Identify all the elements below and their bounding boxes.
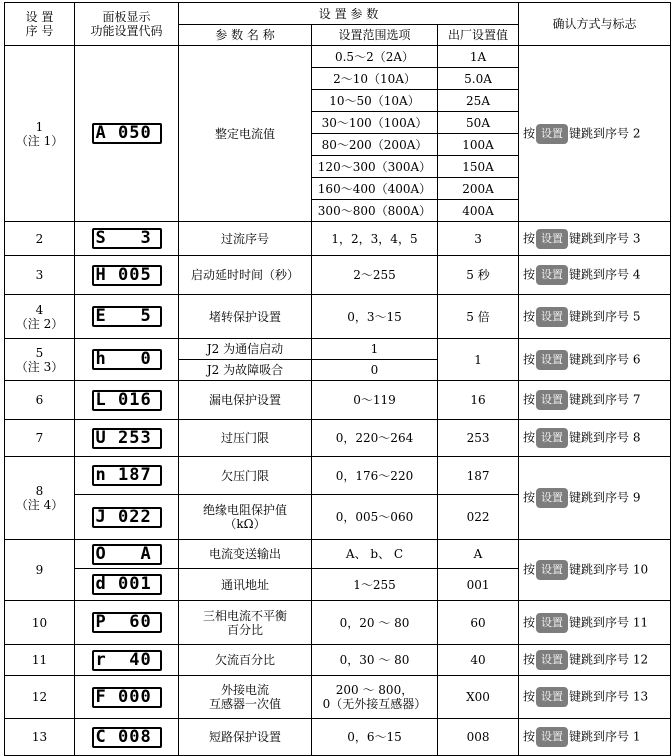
lcd-display: L 016	[92, 390, 162, 411]
range-option: 1	[312, 339, 438, 360]
seq-cell: 2	[5, 222, 75, 256]
default-value: A	[438, 540, 519, 569]
confirm-cell: 按 设置 键跳到序号 8	[519, 420, 671, 457]
lcd-cell	[75, 339, 179, 381]
header-seq: 设 置 序 号	[5, 3, 75, 46]
table-row	[5, 645, 671, 676]
range-option: 0～119	[312, 381, 438, 420]
setting-button[interactable]: 设置	[536, 613, 568, 633]
table-row	[5, 457, 671, 495]
param-name: 欠压门限	[179, 457, 312, 495]
setting-button[interactable]: 设置	[536, 124, 568, 144]
default-value: 022	[438, 495, 519, 540]
lcd-cell	[75, 420, 179, 457]
seq-cell: 5 （注 3）	[5, 339, 75, 381]
lcd-cell	[75, 457, 179, 495]
confirm-cell: 按 设置 键跳到序号 9	[519, 457, 671, 540]
table-row	[5, 339, 671, 360]
lcd-cell	[75, 46, 179, 222]
param-name: 整定电流值	[179, 46, 312, 222]
range-option: 200 ～ 800， 0（无外接互感器）	[312, 676, 438, 719]
param-name: 绝缘电阻保护值 （kΩ）	[179, 495, 312, 540]
param-name: J2 为故障吸合	[179, 360, 312, 381]
param-name: 三相电流不平衡 百分比	[179, 601, 312, 645]
seq-cell: 7	[5, 420, 75, 457]
lcd-display: S 3	[92, 228, 162, 249]
parameter-table	[4, 2, 671, 756]
table-row	[5, 420, 671, 457]
range-option: A、 b、 C	[312, 540, 438, 569]
lcd-cell	[75, 676, 179, 719]
default-value: 187	[438, 457, 519, 495]
table-row	[5, 222, 671, 256]
setting-button[interactable]: 设置	[536, 428, 568, 448]
default-value: 5 秒	[438, 256, 519, 295]
range-option: 2～255	[312, 256, 438, 295]
seq-cell: 3	[5, 256, 75, 295]
param-name: 电流变送输出	[179, 540, 312, 569]
lcd-display: E 5	[92, 306, 162, 327]
param-name: 短路保护设置	[179, 719, 312, 756]
range-option: 30～100（100A）	[312, 112, 438, 134]
confirm-cell: 按 设置 键跳到序号 2	[519, 46, 671, 222]
seq-cell: 6	[5, 381, 75, 420]
seq-cell: 1 （注 1）	[5, 46, 75, 222]
setting-button[interactable]: 设置	[536, 390, 568, 410]
header-confirm: 确认方式与标志	[519, 3, 671, 46]
param-name: 通讯地址	[179, 569, 312, 601]
lcd-display: d 001	[92, 574, 162, 595]
setting-button[interactable]: 设置	[536, 687, 568, 707]
range-option: 1，2，3，4，5	[312, 222, 438, 256]
confirm-cell: 按 设置 键跳到序号 7	[519, 381, 671, 420]
setting-button[interactable]: 设置	[536, 350, 568, 370]
lcd-cell	[75, 222, 179, 256]
header-name: 参 数 名 称	[179, 25, 312, 46]
seq-cell: 13	[5, 719, 75, 756]
default-value: 50A	[438, 112, 519, 134]
lcd-display: C 008	[92, 727, 162, 748]
default-value: 16	[438, 381, 519, 420]
lcd-cell	[75, 719, 179, 756]
default-value: 1A	[438, 46, 519, 68]
table-row	[5, 540, 671, 569]
lcd-cell	[75, 540, 179, 569]
range-option: 0，20 ～ 80	[312, 601, 438, 645]
header-default: 出厂设置值	[438, 25, 519, 46]
range-option: 0，005～060	[312, 495, 438, 540]
lcd-cell	[75, 256, 179, 295]
range-option: 10～50（10A）	[312, 90, 438, 112]
default-value: 150A	[438, 156, 519, 178]
lcd-cell	[75, 601, 179, 645]
confirm-cell: 按 设置 键跳到序号 13	[519, 676, 671, 719]
lcd-cell	[75, 645, 179, 676]
setting-button[interactable]: 设置	[536, 650, 568, 670]
range-option: 0，3～15	[312, 295, 438, 339]
default-value: X00	[438, 676, 519, 719]
seq-cell: 12	[5, 676, 75, 719]
range-option: 160～400（400A）	[312, 178, 438, 200]
setting-button[interactable]: 设置	[536, 727, 568, 747]
param-name: 欠流百分比	[179, 645, 312, 676]
setting-button[interactable]: 设置	[536, 229, 568, 249]
seq-cell: 9	[5, 540, 75, 601]
table-row	[5, 381, 671, 420]
lcd-cell	[75, 381, 179, 420]
range-option: 0，30 ～ 80	[312, 645, 438, 676]
header-range: 设置范围选项	[312, 25, 438, 46]
range-option: 0，176～220	[312, 457, 438, 495]
lcd-display: H 005	[92, 265, 162, 286]
lcd-display: O A	[92, 544, 162, 565]
param-name: 堵转保护设置	[179, 295, 312, 339]
lcd-display: n 187	[92, 465, 162, 486]
range-option: 300～800（800A）	[312, 200, 438, 222]
default-value: 40	[438, 645, 519, 676]
lcd-display: A 050	[92, 123, 162, 144]
param-name: 启动延时时间（秒）	[179, 256, 312, 295]
param-name: 过流序号	[179, 222, 312, 256]
confirm-cell: 按 设置 键跳到序号 12	[519, 645, 671, 676]
header-params: 设 置 参 数	[179, 3, 519, 25]
param-name: 外接电流 互感器一次值	[179, 676, 312, 719]
default-value: 100A	[438, 134, 519, 156]
seq-cell: 10	[5, 601, 75, 645]
default-value: 1	[438, 339, 519, 381]
param-name: 过压门限	[179, 420, 312, 457]
lcd-cell	[75, 295, 179, 339]
lcd-display: P 60	[92, 612, 162, 633]
confirm-cell: 按 设置 键跳到序号 10	[519, 540, 671, 601]
confirm-cell: 按 设置 键跳到序号 5	[519, 295, 671, 339]
range-option: 120～300（300A）	[312, 156, 438, 178]
default-value: 5 倍	[438, 295, 519, 339]
range-option: 0，6～15	[312, 719, 438, 756]
default-value: 5.0A	[438, 68, 519, 90]
setting-button[interactable]: 设置	[536, 307, 568, 327]
default-value: 25A	[438, 90, 519, 112]
default-value: 3	[438, 222, 519, 256]
range-option: 80～200（200A）	[312, 134, 438, 156]
seq-cell: 4 （注 2）	[5, 295, 75, 339]
default-value: 400A	[438, 200, 519, 222]
lcd-cell	[75, 495, 179, 540]
lcd-cell	[75, 569, 179, 601]
confirm-cell: 按 设置 键跳到序号 3	[519, 222, 671, 256]
range-option: 1～255	[312, 569, 438, 601]
lcd-display: J 022	[92, 507, 162, 528]
setting-button[interactable]: 设置	[536, 560, 568, 580]
default-value: 001	[438, 569, 519, 601]
confirm-cell: 按 设置 键跳到序号 6	[519, 339, 671, 381]
table-row	[5, 46, 671, 68]
seq-cell: 8 （注 4）	[5, 457, 75, 540]
confirm-cell: 按 设置 键跳到序号 11	[519, 601, 671, 645]
range-option: 0，220～264	[312, 420, 438, 457]
lcd-display: r 40	[92, 650, 162, 671]
default-value: 60	[438, 601, 519, 645]
default-value: 200A	[438, 178, 519, 200]
table-row	[5, 295, 671, 339]
setting-button[interactable]: 设置	[536, 488, 568, 508]
param-name: 漏电保护设置	[179, 381, 312, 420]
confirm-cell: 按 设置 键跳到序号 4	[519, 256, 671, 295]
lcd-display: U 253	[92, 428, 162, 449]
lcd-display: h 0	[92, 349, 162, 370]
table-row	[5, 601, 671, 645]
confirm-cell: 按 设置 键跳到序号 1	[519, 719, 671, 756]
range-option: 0	[312, 360, 438, 381]
table-row	[5, 256, 671, 295]
setting-button[interactable]: 设置	[536, 265, 568, 285]
table-row	[5, 676, 671, 719]
default-value: 008	[438, 719, 519, 756]
range-option: 0.5～2（2A）	[312, 46, 438, 68]
lcd-display: F 000	[92, 687, 162, 708]
range-option: 2～10（10A）	[312, 68, 438, 90]
seq-cell: 11	[5, 645, 75, 676]
table-row	[5, 719, 671, 756]
header-code: 面板显示 功能设置代码	[75, 3, 179, 46]
default-value: 253	[438, 420, 519, 457]
param-name: J2 为通信启动	[179, 339, 312, 360]
